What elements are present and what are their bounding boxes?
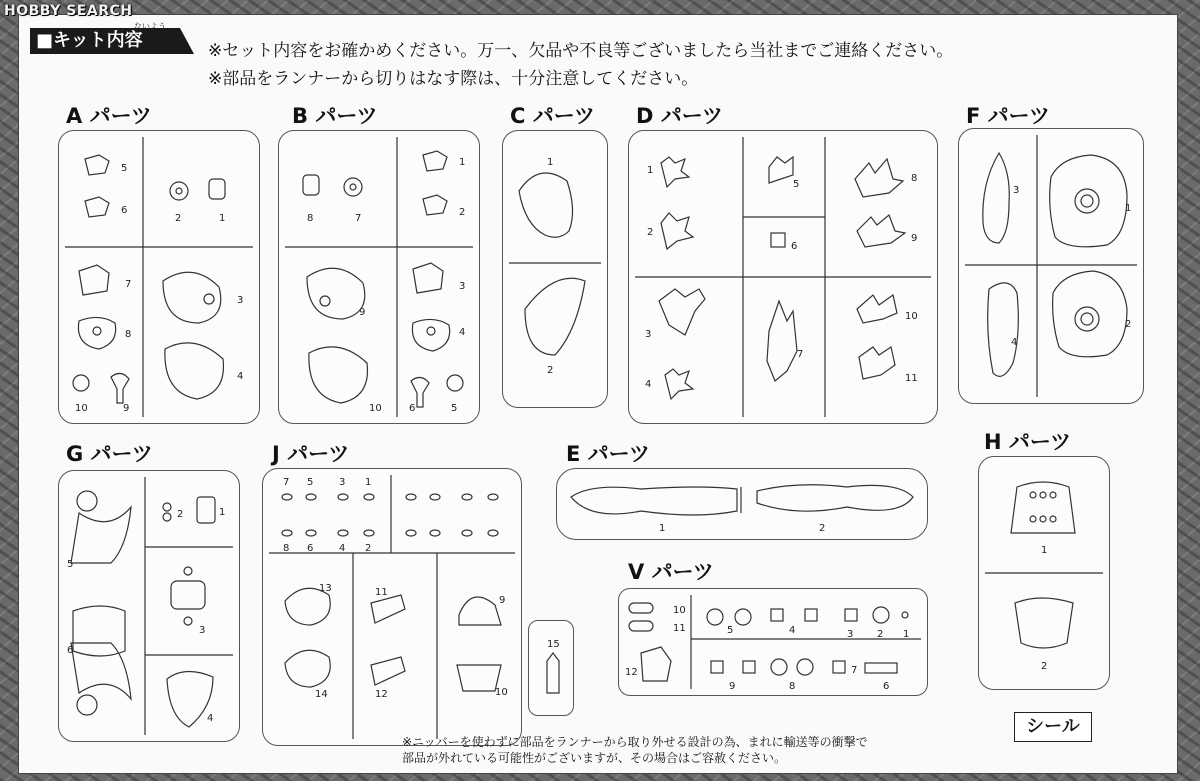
runner-v-part-label: 8: [789, 681, 796, 692]
runner-f: [958, 128, 1144, 404]
runner-g-part-label: 6: [67, 645, 74, 656]
runner-a-diagram: [59, 131, 259, 423]
runner-v-part-label: 12: [625, 667, 638, 678]
runner-v-part-label: 3: [847, 629, 854, 640]
runner-b-diagram: [279, 131, 479, 423]
runner-j-part-15-diagram: [529, 621, 573, 715]
runner-j-part-label: 14: [315, 689, 328, 700]
runner-j-part-label: 3: [339, 477, 346, 488]
runner-f-part-label: 1: [1125, 203, 1132, 214]
runner-d-part-label: 4: [645, 379, 652, 390]
runner-v-part-label: 2: [877, 629, 884, 640]
runner-v: [618, 588, 928, 696]
runner-g: [58, 470, 240, 742]
runner-j-part-label: 10: [495, 687, 508, 698]
runner-b-part-label: 3: [459, 281, 466, 292]
note-cut-carefully: ※部品をランナーから切りはなす際は、十分注意してください。: [208, 69, 699, 89]
runner-j-part-label: 1: [365, 477, 372, 488]
runner-d-part-label: 3: [645, 329, 652, 340]
runner-v-part-label: 5: [727, 625, 734, 636]
runner-d-part-label: 5: [793, 179, 800, 190]
footnote-line-2: 部品が外れている可能性がございますが、その場合はご容赦ください。: [402, 751, 787, 765]
runner-v-part-label: 4: [789, 625, 796, 636]
runner-e-part-label: 1: [659, 523, 666, 534]
runner-d-label: D パーツ: [636, 104, 723, 128]
runner-j-part-label: 9: [499, 595, 506, 606]
runner-b-part-label: 7: [355, 213, 362, 224]
runner-a-part-label: 10: [75, 403, 88, 414]
runner-b-part-label: 5: [451, 403, 458, 414]
runner-v-part-label: 10: [673, 605, 686, 616]
kit-contents-ruby: ないよう: [134, 22, 166, 31]
runner-c: [502, 130, 608, 408]
runner-d-diagram: [629, 131, 937, 423]
runner-a-part-label: 7: [125, 279, 132, 290]
runner-j-part-label: 6: [307, 543, 314, 554]
runner-c-part-label: 1: [547, 157, 554, 168]
runner-j-diagram: [263, 469, 521, 745]
runner-g-label: G パーツ: [66, 442, 153, 466]
runner-j-part-label: 11: [375, 587, 388, 598]
runner-d-part-label: 8: [911, 173, 918, 184]
runner-b-part-label: 6: [409, 403, 416, 414]
runner-e-diagram: [557, 469, 927, 539]
runner-a-part-label: 4: [237, 371, 244, 382]
runner-b-part-label: 9: [359, 307, 366, 318]
runner-b-part-label: 4: [459, 327, 466, 338]
runner-a-part-label: 2: [175, 213, 182, 224]
runner-v-part-label: 9: [729, 681, 736, 692]
runner-j-part-label: 7: [283, 477, 290, 488]
runner-e: [556, 468, 928, 540]
runner-d-part-label: 6: [791, 241, 798, 252]
runner-d-part-label: 11: [905, 373, 918, 384]
runner-v-diagram: [619, 589, 927, 695]
runner-a-part-label: 3: [237, 295, 244, 306]
runner-a-part-label: 6: [121, 205, 128, 216]
runner-j-part-label: 12: [375, 689, 388, 700]
runner-j-part-label: 13: [319, 583, 332, 594]
runner-h-diagram: [979, 457, 1109, 689]
runner-d-part-label: 7: [797, 349, 804, 360]
runner-h-part-label: 1: [1041, 545, 1048, 556]
runner-j-part-label: 15: [547, 639, 560, 650]
runner-b-part-label: 2: [459, 207, 466, 218]
runner-f-label: F パーツ: [966, 104, 1050, 128]
runner-d-part-label: 9: [911, 233, 918, 244]
footnote-line-1: ※ニッパーを使わずに部品をランナーから取り外せる設計の為、まれに輸送等の衝撃で: [402, 735, 868, 749]
runner-e-part-label: 2: [819, 523, 826, 534]
runner-c-diagram: [503, 131, 607, 407]
runner-g-part-label: 4: [207, 713, 214, 724]
runner-d: [628, 130, 938, 424]
runner-b-part-label: 10: [369, 403, 382, 414]
runner-a: [58, 130, 260, 424]
runner-f-part-label: 4: [1011, 337, 1018, 348]
runner-g-part-label: 5: [67, 559, 74, 570]
runner-h: [978, 456, 1110, 690]
runner-f-part-label: 3: [1013, 185, 1020, 196]
runner-a-part-label: 1: [219, 213, 226, 224]
runner-b: [278, 130, 480, 424]
runner-d-part-label: 1: [647, 165, 654, 176]
runner-a-part-label: 5: [121, 163, 128, 174]
runner-j-part-label: 5: [307, 477, 314, 488]
runner-v-part-label: 6: [883, 681, 890, 692]
runner-h-part-label: 2: [1041, 661, 1048, 672]
runner-j-part-label: 4: [339, 543, 346, 554]
runner-c-label: C パーツ: [510, 104, 595, 128]
watermark-logo: HOBBY SEARCH: [4, 3, 133, 19]
runner-v-part-label: 7: [851, 665, 858, 676]
runner-g-diagram: [59, 471, 239, 741]
runner-h-label: H パーツ: [984, 430, 1072, 454]
runner-g-part-label: 3: [199, 625, 206, 636]
runner-b-label: B パーツ: [292, 104, 378, 128]
seal-sticker-label: シール: [1014, 712, 1092, 742]
runner-d-part-label: 10: [905, 311, 918, 322]
runner-g-part-label: 1: [219, 507, 226, 518]
runner-g-part-label: 2: [177, 509, 184, 520]
runner-v-part-label: 1: [903, 629, 910, 640]
runner-e-label: E パーツ: [566, 442, 650, 466]
runner-d-part-label: 2: [647, 227, 654, 238]
runner-a-part-label: 9: [123, 403, 130, 414]
kit-contents-title: ■キット内容: [36, 30, 143, 51]
runner-j-part-15: [528, 620, 574, 716]
runner-b-part-label: 1: [459, 157, 466, 168]
runner-a-label: A パーツ: [66, 104, 152, 128]
runner-j-part-label: 8: [283, 543, 290, 554]
runner-j-part-label: 2: [365, 543, 372, 554]
note-check-contents: ※セット内容をお確かめください。万一、欠品や不良等ございましたら当社までご連絡ください。: [208, 41, 954, 61]
runner-j-label: J パーツ: [272, 442, 350, 466]
runner-c-part-label: 2: [547, 365, 554, 376]
kit-contents-heading: [30, 22, 180, 54]
runner-f-part-label: 2: [1125, 319, 1132, 330]
runner-a-part-label: 8: [125, 329, 132, 340]
runner-b-part-label: 8: [307, 213, 314, 224]
runner-v-part-label: 11: [673, 623, 686, 634]
runner-f-diagram: [959, 129, 1143, 403]
runner-v-label: V パーツ: [628, 560, 714, 584]
runner-j: [262, 468, 522, 746]
